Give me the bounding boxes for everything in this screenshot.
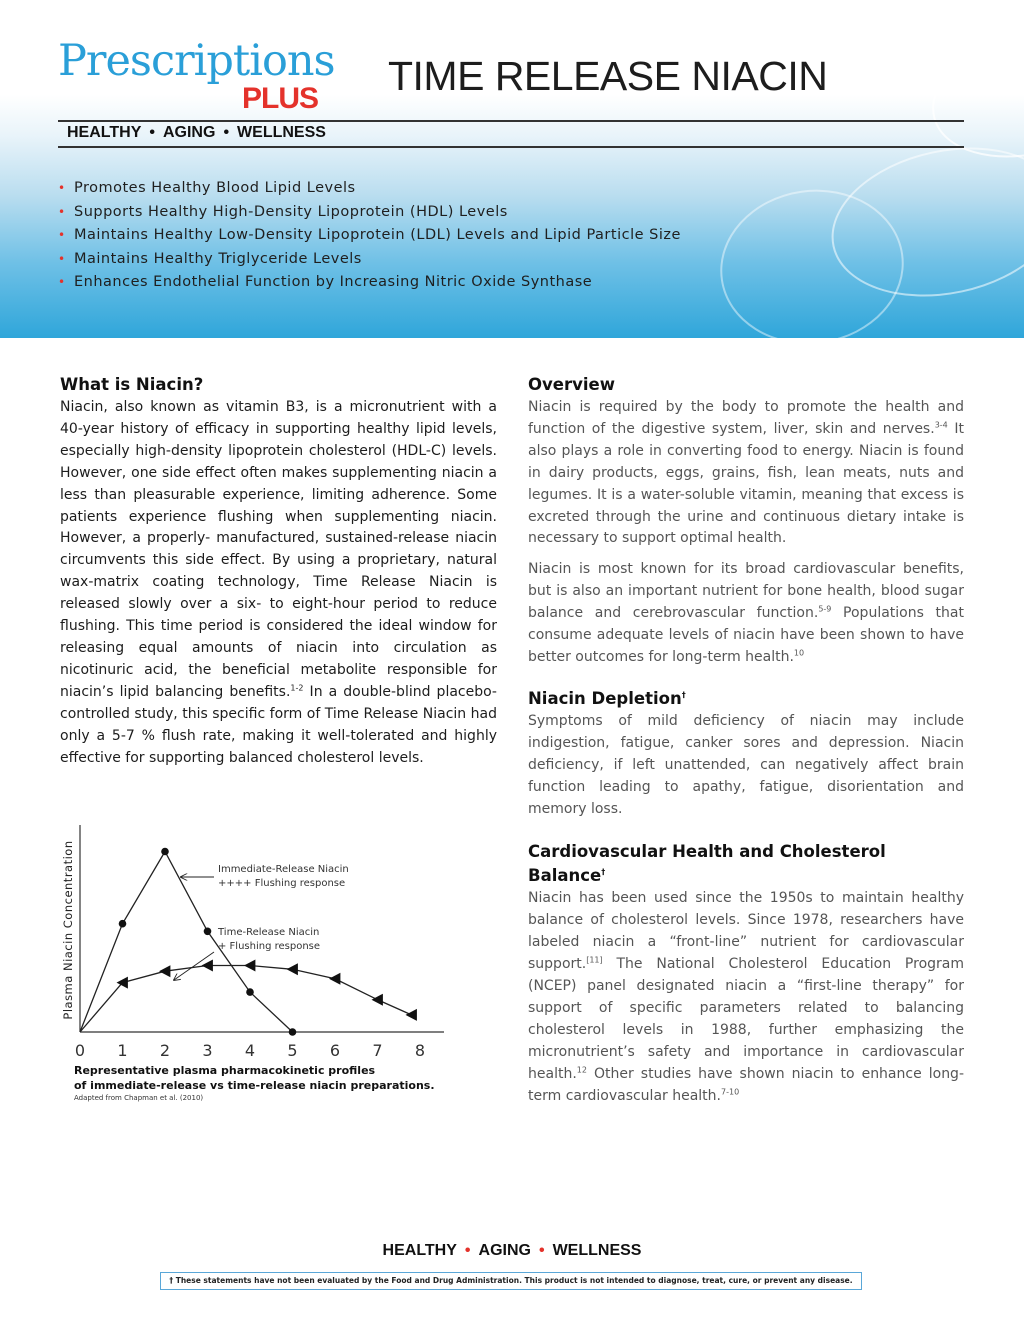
legend-note-time-release: + Flushing response [218, 941, 321, 952]
niacin-depletion-heading: Niacin Depletion† [528, 688, 686, 708]
legend-time-release [174, 927, 320, 980]
series-line-time-release [80, 966, 412, 1033]
fda-disclaimer: † These statements have not been evaluated by the Food and Drug Administration. This product is not intended to diagnose, treat, cure, or prevent any disease. [160, 1272, 862, 1290]
brand-logo-plus: PLUS [242, 82, 319, 115]
benefit-list [58, 178, 681, 296]
header-rule-top [58, 120, 964, 122]
footer-tagline: HEALTHY • AGING • WELLNESS [382, 1242, 642, 1259]
x-tick-label: 4 [244, 1041, 256, 1060]
data-point [244, 960, 255, 972]
data-point [161, 848, 169, 856]
x-tick-label: 2 [159, 1041, 171, 1060]
benefit-item: • Promotes Healthy Blood Lipid Levels [58, 180, 356, 196]
overview-paragraph-2: Niacin is most known for its broad cardiovascular benefits, but is also an important nutrient for bone health, blood sugar balance and cerebrovascular function.$^{5-9}$ Populations that consume adequate levels of niacin have been shown to have better outcomes for long-term health.$^{10}$ [528, 561, 964, 665]
data-point [204, 928, 212, 936]
what-is-niacin-body: Niacin, also known as vitamin B3, is a micronutrient with a 40-year history of efficacy in supporting healthy lipid levels, especially high-density lipoprotein cholesterol (HDL-C) levels. However, one side effect often makes supplementing niacin a less than pleasurable experience, limiting adherence. Some patients experience flushing when supplementing niacin. However, a properly- manufactured, sustained-release niacin circumvents this side effect. By using a proprietary, natural wax-matrix coating technology, Time Release Niacin is released slowly over a six- to eight-hour period to reduce flushing. This time period is considered the ideal window for releasing equal amounts of niacin into circulation as nicotinuric acid, the beneficial metabolite responsible for niacin’s lipid balancing benefits.$^{1-2}$ In a double-blind placebo-controlled study, this specific form of Time Release Niacin had only a 5-7 % flush rate, making it well-tolerated and highly effective for supporting balanced cholesterol levels. [60, 399, 497, 766]
data-point [406, 1009, 417, 1021]
overview-heading: Overview [528, 375, 615, 394]
x-tick-label: 8 [414, 1041, 426, 1060]
data-point [372, 994, 383, 1006]
benefit-item: • Enhances Endothelial Function by Increasing Nitric Oxide Synthase [58, 274, 593, 290]
x-tick-label: 1 [117, 1041, 128, 1060]
cardio-heading: Cardiovascular Health and Cholesterol Balance† [528, 842, 886, 886]
data-point [289, 1028, 297, 1036]
overview-paragraph-1: Niacin is required by the body to promote the health and function of the digestive system, liver, skin and nerves.$^{3-4}$ It also plays a role in converting food to energy. Niacin is found in dairy products, eggs, grains, fish, lean meats, nuts and legumes. It is a water-soluble vitamin, meaning that excess is excreted through the urine and continuous dietary intake is necessary to support optimal health. [528, 399, 964, 547]
legend-note-immediate: ++++ Flushing response [218, 878, 346, 889]
x-tick-label: 7 [372, 1041, 383, 1060]
chart-caption: Representative plasma pharmacokinetic profiles of immediate-release vs time-release niacin preparations. [74, 1064, 435, 1092]
x-tick-label: 3 [202, 1041, 213, 1060]
chart-source: Adapted from Chapman et al. (2010) [74, 1094, 204, 1102]
data-point [329, 973, 340, 985]
legend-label-time-release: Time-Release Niacin [218, 927, 320, 938]
x-tick-label: 6 [329, 1041, 341, 1060]
benefit-item: • Maintains Healthy Low-Density Lipoprotein (LDL) Levels and Lipid Particle Size [58, 227, 681, 243]
x-tick-label: 0 [74, 1041, 86, 1060]
benefit-item: • Supports Healthy High-Density Lipoprotein (HDL) Levels [58, 203, 508, 220]
what-is-niacin-heading: What is Niacin? [60, 375, 204, 394]
right-column [528, 373, 964, 1107]
page-title: TIME RELEASE NIACIN [388, 53, 828, 99]
header-tagline: HEALTHY • AGING • WELLNESS [67, 124, 326, 141]
brand-logo: Prescriptions [58, 36, 335, 86]
legend-label-immediate: Immediate-Release Niacin [218, 864, 349, 875]
data-point [159, 965, 170, 977]
data-point [202, 960, 213, 972]
benefit-item: • Maintains Healthy Triglyceride Levels [58, 250, 362, 267]
legend-immediate-release [181, 864, 349, 889]
niacin-depletion-body: Symptoms of mild deficiency of niacin may include indigestion, fatigue, canker sores and depression. Niacin deficiency, if left unattended, can negatively affect brain function leading to apathy, fatigue, disorientation and memory loss. [528, 712, 964, 817]
x-tick-label: 5 [287, 1041, 298, 1060]
header-rule-bottom [58, 146, 964, 148]
left-column [60, 373, 497, 769]
data-point [119, 920, 127, 928]
data-point [246, 988, 254, 996]
data-point [287, 963, 298, 975]
y-axis-label: Plasma Niacin Concentration [61, 840, 75, 1020]
cardio-body: Niacin has been used since the 1950s to maintain healthy balance of cholesterol levels. Since 1978, researchers have labeled niacin a “front-line” nutrient for cardiovascular support.[11] The National Cholesterol Education Program (NCEP) panel designated niacin a “first-line therapy” for support of specific parameters related to balancing cholesterol levels in 1988, further emphasizing the micronutrient’s safety and importance in cardiovascular health.$^{12}$ Other studies have shown niacin to enhance long-term cardiovascular health.$^{7-10}$ [528, 890, 964, 1104]
